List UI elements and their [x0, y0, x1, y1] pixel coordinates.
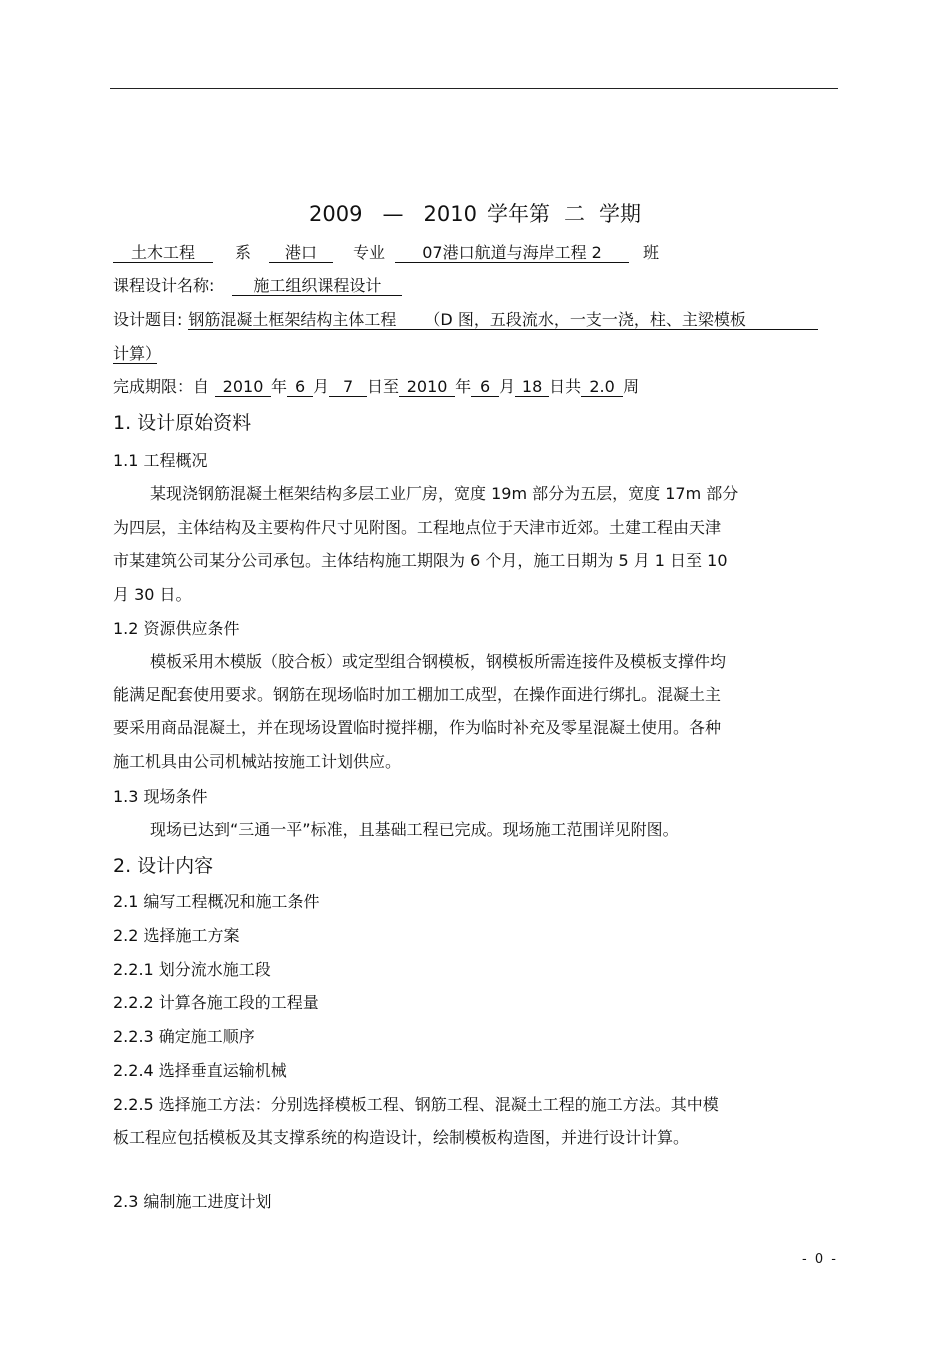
paragraph-line: 要采用商品混凝土，并在现场设置临时搅拌棚，作为临时补充及零星混凝土使用。各种: [113, 718, 722, 737]
paragraph-line: 月 30 日。: [113, 585, 192, 604]
topic-line: [113, 310, 818, 330]
class-field: 07港口航道与海岸工程 2: [395, 243, 629, 263]
course-label: 课程设计名称:: [113, 276, 215, 295]
course-line: [113, 276, 402, 296]
topic-label: 设计题目:: [113, 310, 183, 329]
period-line: 完成期限：自 2010 年 6 月 7 日至 2010 年 6 月 18 日共 2.0 周: [113, 377, 640, 396]
section-1-heading: 1. 设计原始资料: [113, 412, 252, 434]
paragraph-line: 市某建筑公司某分公司承包。主体结构施工期限为 6 个月，施工日期为 5 月 1 日至 10: [113, 551, 728, 570]
section-1-3-heading: 1.3 现场条件: [113, 787, 208, 806]
header-rule: [110, 88, 838, 89]
topic-line-2: 计算）: [113, 344, 162, 363]
paragraph-line: 模板采用木模版（胶合板）或定型组合钢模板，钢模板所需连接件及模板支撑件均: [150, 652, 727, 671]
section-2-1-heading: 2.1 编写工程概况和施工条件: [113, 892, 320, 911]
class-line: 土木工程 系 港口 专业 07港口航道与海岸工程 2 班: [113, 243, 659, 263]
paragraph-line: 为四层，主体结构及主要构件尺寸见附图。工程地点位于天津市近郊。土建工程由天津: [113, 518, 722, 537]
paragraph-line: 能满足配套使用要求。钢筋在现场临时加工棚加工成型，在操作面进行绑扎。混凝土主: [113, 685, 722, 704]
department-field: 土木工程: [113, 243, 213, 263]
major-field: 港口: [269, 243, 333, 263]
section-2-2-2-heading: 2.2.2 计算各施工段的工程量: [113, 993, 319, 1012]
page-number: - 0 -: [802, 1252, 838, 1267]
section-2-2-5-heading: 2.2.5 选择施工方法：分别选择模板工程、钢筋工程、混凝土工程的施工方法。其中模: [113, 1095, 719, 1114]
topic-field: 钢筋混凝土框架结构主体工程 （D 图，五段流水，一支一浇，柱、主梁模板: [188, 310, 818, 330]
paragraph-line: 板工程应包括模板及其支撑系统的构造设计，绘制模板构造图，并进行设计计算。: [113, 1128, 690, 1147]
paragraph-line: 现场已达到“三通一平”标准，且基础工程已完成。现场施工范围详见附图。: [150, 820, 679, 839]
section-1-1-heading: 1.1 工程概况: [113, 451, 208, 470]
paragraph-line: 某现浇钢筋混凝土框架结构多层工业厂房，宽度 19m 部分为五层，宽度 17m 部分: [150, 484, 739, 503]
page-title: 2009 — 2010 学年第 二 学期: [309, 202, 641, 226]
course-field: 施工组织课程设计: [232, 276, 402, 296]
section-2-2-heading: 2.2 选择施工方案: [113, 926, 240, 945]
section-2-2-4-heading: 2.2.4 选择垂直运输机械: [113, 1061, 287, 1080]
paragraph-line: 施工机具由公司机械站按施工计划供应。: [113, 752, 402, 771]
section-1-2-heading: 1.2 资源供应条件: [113, 619, 240, 638]
section-2-2-1-heading: 2.2.1 划分流水施工段: [113, 960, 271, 979]
section-2-2-3-heading: 2.2.3 确定施工顺序: [113, 1027, 255, 1046]
section-2-3-heading: 2.3 编制施工进度计划: [113, 1192, 272, 1211]
section-2-heading: 2. 设计内容: [113, 855, 214, 877]
